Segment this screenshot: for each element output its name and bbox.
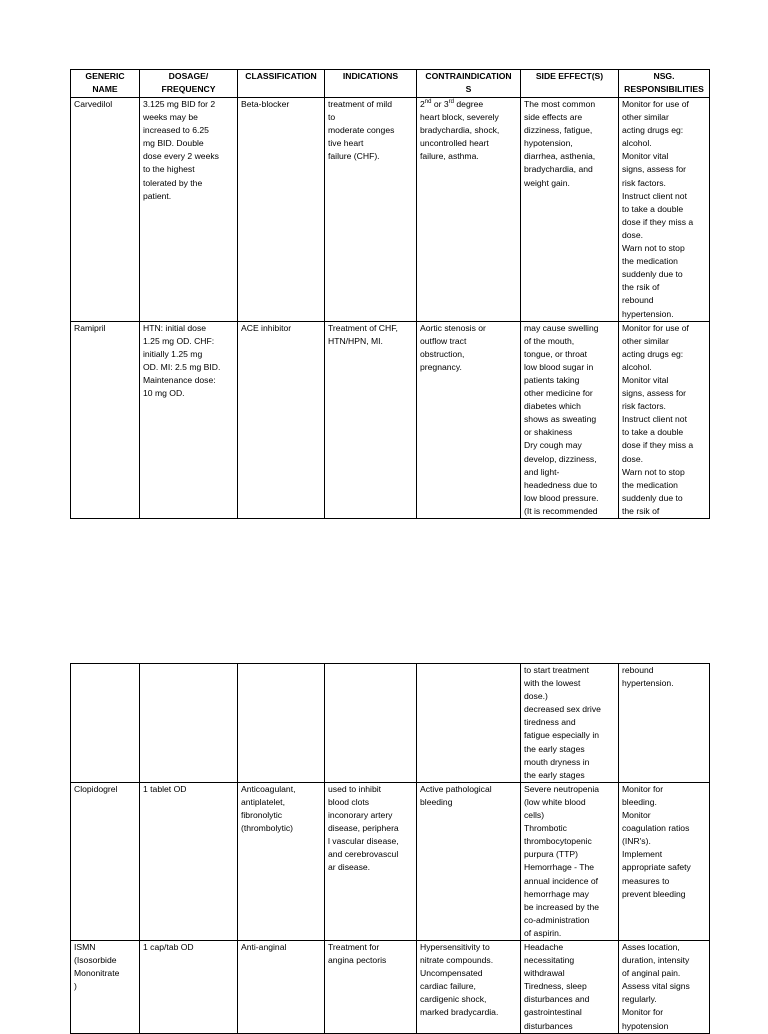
indications-cell: Treatment for angina pectoris (325, 940, 417, 1033)
dosage-cell: 1 tablet OD (140, 782, 238, 940)
generic-name-cell: ISMN (Isosorbide Mononitrate ) (71, 940, 140, 1033)
superscript: nd (424, 99, 432, 106)
side-effects-cell: Severe neutropenia (low white blood cells) Thrombotic thrombocytopenic purpura (TTP) Hemorrhage - The annual incidence of hemorrhage may be increased by the co-administration of aspirin. (521, 782, 619, 940)
superscript: rd (448, 99, 455, 106)
classification-cell: Beta-blocker (238, 98, 325, 322)
contraindications-cell (417, 98, 521, 322)
contraindications-cell (417, 664, 521, 783)
indications-cell (325, 664, 417, 783)
contraindications-cell: Aortic stenosis or outflow tract obstruction, pregnancy. (417, 321, 521, 518)
indications-cell: treatment of mild to moderate conges tive heart failure (CHF). (325, 98, 417, 322)
drug-table-page-2 (70, 663, 710, 1034)
classification-cell (238, 664, 325, 783)
header-dosage-frequency: DOSAGE/ FREQUENCY (140, 70, 238, 98)
generic-name-cell: Ramipril (71, 321, 140, 518)
nsg-responsibilities-cell: Asses location, duration, intensity of anginal pain. Assess vital signs regularly. Monitor for hypotension (619, 940, 710, 1033)
dosage-cell: 1 cap/tab OD (140, 940, 238, 1033)
indications-cell: used to inhibit blood clots inconorary artery disease, periphera l vascular disease, and cerebrovascul ar disease. (325, 782, 417, 940)
table-row (71, 321, 710, 518)
nsg-responsibilities-cell: rebound hypertension. (619, 664, 710, 783)
table-row (71, 98, 710, 322)
dosage-cell (140, 664, 238, 783)
classification-cell: Anticoagulant, antiplatelet, fibronolytic (thrombolytic) (238, 782, 325, 940)
header-classification: CLASSIFICATION (238, 70, 325, 98)
nsg-responsibilities-cell: Monitor for use of other similar acting drugs eg: alcohol. Monitor vital signs, assess for risk factors. Instruct client not to take a double dose if they miss a dose. Warn not to stop the medication suddenly due to the rsik of rebound hypertension. (619, 98, 710, 322)
header-generic-name: GENERIC NAME (71, 70, 140, 98)
nsg-responsibilities-cell: Monitor for use of other similar acting drugs eg: alcohol. Monitor vital signs, assess for risk factors. Instruct client not to take a double dose if they miss a dose. Warn not to stop the medication suddenly due to the rsik of (619, 321, 710, 518)
header-nsg-responsibilities: NSG. RESPONSIBILITIES (619, 70, 710, 98)
header-side-effects: SIDE EFFECT(S) (521, 70, 619, 98)
dosage-cell: HTN: initial dose 1.25 mg OD. CHF: initially 1.25 mg OD. MI: 2.5 mg BID. Maintenance dose: 10 mg OD. (140, 321, 238, 518)
header-indications: INDICATIONS (325, 70, 417, 98)
side-effects-cell: The most common side effects are dizziness, fatigue, hypotension, diarrhea, asthenia, bradychardia, and weight gain. (521, 98, 619, 322)
header-contraindications: CONTRAINDICATION S (417, 70, 521, 98)
contra-text: degree heart block, severely bradychardia, shock, uncontrolled heart failure, asthma. (420, 99, 500, 162)
table-header-row (71, 70, 710, 98)
contraindications-cell: Active pathological bleeding (417, 782, 521, 940)
nsg-responsibilities-cell: Monitor for bleeding. Monitor coagulation ratios (INR's). Implement appropriate safety measures to prevent bleeding (619, 782, 710, 940)
table-row (71, 782, 710, 940)
side-effects-cell: Headache necessitating withdrawal Tiredness, sleep disturbances and gastrointestinal disturbances (521, 940, 619, 1033)
generic-name-cell: Carvedilol (71, 98, 140, 322)
side-effects-cell: to start treatment with the lowest dose.) decreased sex drive tiredness and fatigue especially in the early stages mouth dryness in the early stages (521, 664, 619, 783)
dosage-cell: 3.125 mg BID for 2 weeks may be increased to 6.25 mg BID. Double dose every 2 weeks to the highest tolerated by the patient. (140, 98, 238, 322)
generic-name-cell: Clopidogrel (71, 782, 140, 940)
contra-text: 2 (420, 99, 425, 109)
drug-table-page-1 (70, 69, 710, 519)
contraindications-cell: Hypersensitivity to nitrate compounds. Uncompensated cardiac failure, cardigenic shock, marked bradycardia. (417, 940, 521, 1033)
classification-cell: ACE inhibitor (238, 321, 325, 518)
table-row (71, 664, 710, 783)
table-row (71, 940, 710, 1033)
indications-cell: Treatment of CHF, HTN/HPN, MI. (325, 321, 417, 518)
side-effects-cell: may cause swelling of the mouth, tongue, or throat low blood sugar in patients taking other medicine for diabetes which shows as sweating or shakiness Dry cough may develop, dizziness, and light- headedness due to low blood pressure. (It is recommended (521, 321, 619, 518)
contra-text: or 3 (431, 99, 449, 109)
generic-name-cell (71, 664, 140, 783)
classification-cell: Anti-anginal (238, 940, 325, 1033)
